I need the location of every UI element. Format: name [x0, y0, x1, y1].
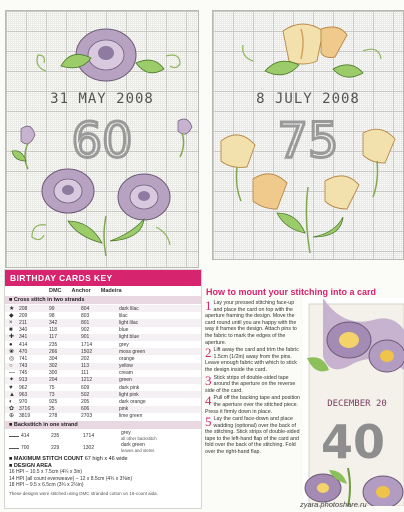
key-dmc: 209 — [19, 312, 28, 319]
key-color-name: yellow — [119, 363, 133, 370]
key-anchor: 229 — [51, 445, 60, 451]
key-madeira: 902 — [81, 327, 90, 334]
key-symbol: ✦ — [9, 377, 15, 384]
key-symbol: ◐ — [9, 399, 13, 406]
howto-step-number: 1 — [205, 298, 212, 313]
key-madeira: 113 — [81, 363, 89, 370]
howto-step — [205, 372, 301, 395]
howto-step-number: 5 — [205, 414, 212, 430]
cross-stitch-chart-left — [5, 10, 199, 268]
key-section-back-label: Backstitch in one strand — [13, 422, 78, 428]
rose-motif-bottom-left — [42, 169, 94, 213]
backstitch-row — [5, 430, 201, 442]
key-symbol: — — [9, 370, 15, 377]
key-symbol: ✚ — [9, 334, 15, 341]
design-area-line: 14 HPI (all count evenweave) – 12 x 8.5cm (4¾ x 3⅜in) — [9, 475, 133, 482]
max-stitch-count: ■ MAXIMUM STITCH COUNT 67 high x 46 wide — [9, 456, 128, 462]
howto-step — [205, 300, 301, 346]
key-madeira: 1714 — [81, 341, 93, 348]
chart-left-date: 31 MAY 2008 — [50, 91, 154, 107]
lily-motif-right — [363, 129, 395, 197]
rose-motif-bottom-right — [118, 174, 170, 220]
key-row — [5, 355, 201, 362]
key-color-name: lilac — [119, 312, 128, 319]
key-color-name: green — [119, 377, 132, 384]
key-section-cross-label: Cross stitch in two strands — [13, 297, 85, 303]
key-dmc: 743 — [19, 363, 28, 370]
key-dmc: 741 — [19, 355, 28, 362]
howto-step — [205, 347, 301, 373]
key-anchor: 266 — [49, 348, 58, 355]
key-anchor: 300 — [49, 370, 58, 377]
key-anchor: 302 — [49, 363, 58, 370]
key-madeira: 205 — [81, 399, 90, 406]
photo-number-text: 40 — [320, 415, 386, 469]
key-row — [5, 312, 201, 319]
howto-title: How to mount your stitching into a card — [206, 287, 376, 297]
key-dmc: 745 — [19, 370, 28, 377]
key-row — [5, 305, 201, 312]
backstitch-rows — [5, 430, 201, 454]
key-color-name — [121, 443, 201, 454]
key-anchor: 75 — [49, 384, 55, 391]
key-madeira: 606 — [81, 406, 90, 413]
key-symbol: ✿ — [9, 406, 15, 413]
key-madeira: 111 — [81, 370, 89, 377]
backstitch-color: grey — [121, 429, 131, 436]
key-row — [5, 370, 201, 377]
birthday-cards-key — [4, 269, 202, 509]
lily-motif-left — [221, 135, 255, 201]
key-dmc: 414 — [19, 341, 28, 348]
key-column-headers — [5, 286, 201, 295]
backstitch-note: leaves and stems — [121, 448, 155, 453]
key-anchor: 304 — [49, 355, 58, 362]
key-row — [5, 327, 201, 334]
key-anchor: 925 — [49, 399, 58, 406]
key-dmc: 3716 — [19, 406, 31, 413]
backstitch-row — [5, 442, 201, 454]
key-row — [5, 334, 201, 341]
backstitch-line-swatch — [9, 448, 19, 449]
max-stitch-label: MAXIMUM STITCH COUNT — [13, 456, 84, 462]
key-dmc: 970 — [19, 399, 28, 406]
photo-date-text: DECEMBER 20 — [327, 399, 387, 409]
key-madeira: 202 — [81, 355, 90, 362]
key-anchor: 235 — [51, 433, 60, 439]
howto-step-number: 4 — [205, 393, 212, 409]
howto-step-number: 2 — [205, 345, 212, 361]
key-anchor: 25 — [49, 406, 55, 413]
key-symbol: ▲ — [9, 391, 15, 398]
chart-right-number: 75 — [277, 113, 339, 169]
design-area-title: ■ DESIGN AREA — [9, 463, 52, 469]
design-area-label: DESIGN AREA — [13, 463, 52, 469]
key-anchor: 99 — [49, 305, 55, 312]
key-section-backstitch: ■ Backstitch in one strand — [5, 421, 201, 429]
key-footnote: These designs were stitched using DMC stranded cotton on 16-count aida. — [9, 490, 158, 496]
key-anchor: 342 — [49, 319, 58, 326]
key-symbol: ● — [9, 341, 13, 348]
key-dmc: 3819 — [19, 413, 31, 420]
key-color-name: dark orange — [119, 399, 146, 406]
key-anchor: 98 — [49, 312, 55, 319]
key-anchor: 117 — [49, 334, 57, 341]
key-symbol: ♥ — [9, 384, 13, 391]
key-dmc: 208 — [19, 305, 28, 312]
howto-step — [205, 395, 301, 415]
key-dmc: 414 — [21, 433, 30, 439]
key-color-name: light blue — [119, 334, 140, 341]
key-col-dmc: DMC — [49, 288, 62, 294]
key-section-cross-stitch: ■ Cross stitch in two strands — [5, 296, 201, 304]
key-row — [5, 398, 201, 405]
leaf-top-right — [136, 60, 164, 73]
howto-step — [205, 416, 301, 456]
rose-motif-top — [76, 29, 136, 81]
key-row — [5, 384, 201, 391]
design-area-line: 18 HPI – 9.5 x 6.5cm (3¾ x 2½in) — [9, 482, 84, 488]
key-row — [5, 348, 201, 355]
key-symbol: × — [9, 319, 13, 326]
key-col-anchor: Anchor — [71, 288, 91, 294]
key-color-name: dark lilac — [119, 305, 139, 312]
key-anchor: 204 — [49, 377, 58, 384]
key-color-name: blue — [119, 327, 129, 334]
key-color-name: grey — [119, 341, 129, 348]
key-color-name: pink — [119, 406, 129, 413]
howto-step-text: Lift away the card and trim the fabric 1.5cm (1/2in) away from the pins. Leave enough fabric with which to stick the design inside the card. — [205, 347, 299, 373]
key-madeira: 803 — [81, 312, 90, 319]
howto-steps — [205, 300, 301, 457]
key-symbol: ⊕ — [9, 413, 15, 420]
key-dmc: 963 — [19, 391, 28, 398]
key-dmc: 341 — [19, 334, 28, 341]
key-madeira: 804 — [81, 305, 90, 312]
key-madeira: 901 — [81, 334, 90, 341]
key-symbol: ★ — [9, 305, 15, 312]
key-color-name — [121, 431, 201, 442]
key-color-name: dark pink — [119, 384, 140, 391]
cross-stitch-chart-right — [212, 10, 404, 260]
key-symbol: ◎ — [9, 355, 15, 362]
chart-right-date: 8 JULY 2008 — [256, 91, 360, 107]
key-dmc: 962 — [19, 384, 28, 391]
key-row — [5, 377, 201, 384]
key-symbol: ■ — [9, 327, 13, 334]
key-madeira: 2703 — [81, 413, 93, 420]
key-madeira: 1714 — [83, 433, 95, 439]
key-madeira: 801 — [81, 319, 90, 326]
key-dmc: 470 — [19, 348, 28, 355]
key-anchor: 278 — [49, 413, 58, 420]
watermark: zyara.photoshare.ru — [300, 500, 367, 509]
finished-card-photo — [303, 298, 404, 506]
backstitch-color: dark green — [121, 441, 145, 448]
key-row — [5, 319, 201, 326]
key-row — [5, 391, 201, 398]
key-madeira: 1302 — [83, 445, 95, 451]
howto-step-text: Stick strips of double-sided tape around the aperture on the reverse side of the card. — [205, 374, 296, 394]
design-area-line: 16 HPI – 10.5 x 7.5cm (4¼ x 3in) — [9, 469, 83, 475]
key-dmc: 211 — [19, 319, 27, 326]
chart-right-artwork — [213, 11, 403, 259]
key-col-madeira: Madeira — [100, 288, 122, 294]
key-title: BIRTHDAY CARDS KEY — [5, 270, 201, 286]
howto-step-text: Lay the card face-down and place wadding (optional) over the back of the stitching. Stick strips of double-sided tape to the left-hand flap of the card and fold over the back of the stitching. Fold over the right-hand flap. — [205, 416, 300, 456]
chart-left-artwork — [6, 11, 198, 267]
chart-left-number: 60 — [71, 113, 133, 169]
finished-card-image — [303, 298, 404, 506]
key-dmc: 913 — [19, 377, 28, 384]
key-madeira: 1212 — [81, 377, 93, 384]
backstitch-note: all other backstitch — [121, 436, 157, 441]
key-madeira: 609 — [81, 384, 90, 391]
key-color-name: lime green — [119, 413, 143, 420]
key-rows — [5, 305, 201, 420]
backstitch-line-swatch — [9, 436, 19, 437]
key-row — [5, 341, 201, 348]
key-dmc: 340 — [19, 327, 28, 334]
key-color-name: cream — [119, 370, 133, 377]
key-symbol: ○ — [9, 363, 13, 370]
key-dmc: 700 — [21, 445, 30, 451]
key-color-name: light pink — [119, 391, 139, 398]
key-madeira: 502 — [81, 391, 90, 398]
key-madeira: 1502 — [81, 348, 93, 355]
key-row — [5, 363, 201, 370]
key-color-name: orange — [119, 355, 135, 362]
key-symbol: ❀ — [9, 348, 15, 355]
max-stitch-value: 67 high x 46 wide — [84, 456, 128, 462]
howto-step-number: 3 — [205, 372, 212, 388]
howto-step-text: Pull off the backing tape and position the aperture over the stitched piece. Press it firmly down in place. — [205, 395, 300, 415]
key-color-name: moss green — [119, 348, 146, 355]
key-row — [5, 413, 201, 420]
key-row — [5, 406, 201, 413]
key-anchor: 235 — [49, 341, 58, 348]
key-anchor: 118 — [49, 327, 57, 334]
lily-motif-top — [283, 24, 347, 64]
key-symbol: ◆ — [9, 312, 14, 319]
design-area-lines — [5, 469, 201, 489]
key-color-name: light lilac — [119, 319, 139, 326]
key-anchor: 73 — [49, 391, 55, 398]
howto-step-text: Lay your pressed stitching face-up and place the card on top with the aperture framing the design. Move the card round until you are happy with the way it frames the design. Attach pins to the fabric to mark the edges of the aperture. — [205, 300, 297, 346]
